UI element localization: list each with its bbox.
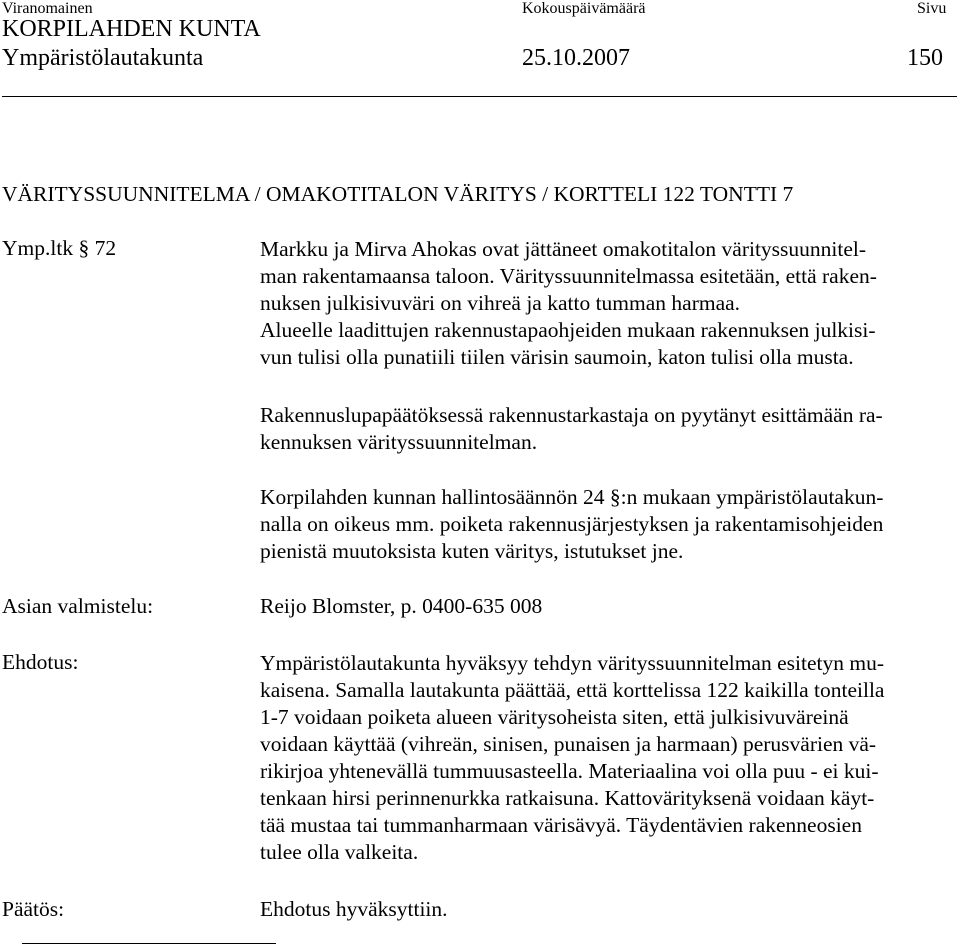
header-date-label: Kokouspäivämäärä	[522, 0, 646, 17]
authority-name: Ympäristölautakunta	[2, 45, 204, 71]
proposal-line: tenkaan hirsi perinnenurkka ratkaisuna. Kattovärityksenä voidaan käyt-	[260, 786, 875, 810]
document-title: VÄRITYSSUUNNITELMA / OMAKOTITALON VÄRITYS / KORTTELI 122 TONTTI 7	[2, 182, 794, 206]
preparation-label: Asian valmistelu:	[2, 594, 154, 618]
paragraph-background	[260, 236, 960, 371]
proposal-line: Ympäristölautakunta hyväksyy tehdyn värityssuunnitelman esitetyn mu-	[260, 651, 884, 675]
paragraph-line: Rakennuslupapäätöksessä rakennustarkastaja on pyytänyt esittämään ra-	[260, 403, 883, 427]
header-divider	[2, 96, 957, 97]
section-reference	[2, 236, 116, 261]
section-ref-label: Ymp.ltk	[2, 236, 74, 260]
proposal-label: Ehdotus:	[2, 650, 79, 674]
paragraph-line: Alueelle laadittujen rakennustapaohjeiden mukaan rakennuksen julkisi-	[260, 318, 876, 342]
preparation-value: Reijo Blomster, p. 0400-635 008	[260, 594, 543, 618]
proposal-line: tulee olla valkeita.	[260, 840, 419, 864]
page-number: 150	[907, 45, 943, 71]
paragraph-line: Markku ja Mirva Ahokas ovat jättäneet omakotitalon värityssuunnitel-	[260, 237, 867, 261]
paragraph-line: nuksen julkisivuväri on vihreä ja katto tumman harmaa.	[260, 291, 741, 315]
decision-label: Päätös:	[2, 897, 65, 921]
proposal-line: kaisena. Samalla lautakunta päättää, että korttelissa 122 kaikilla tonteilla	[260, 678, 885, 702]
proposal-text	[260, 650, 960, 866]
footer-divider	[22, 943, 276, 944]
paragraph-line: man rakentamaansa taloon. Värityssuunnitelmassa esitetään, että raken-	[260, 264, 877, 288]
paragraph-building-permit	[260, 402, 960, 456]
paragraph-line: kennuksen värityssuunnitelman.	[260, 430, 538, 454]
section-number: 72	[94, 236, 117, 260]
paragraph-administrative-rule	[260, 484, 960, 565]
paragraph-line: vun tulisi olla punatiili tiilen värisin saumoin, katon tulisi olla musta.	[260, 345, 854, 369]
decision-value: Ehdotus hyväksyttiin.	[260, 897, 448, 921]
paragraph-line: Korpilahden kunnan hallintosäännön 24 §:n mukaan ympäristölautakun-	[260, 485, 884, 509]
proposal-line: rikirjoa yhtenevällä tummuusasteella. Materiaalina voi olla puu - ei kui-	[260, 759, 879, 783]
meeting-date: 25.10.2007	[522, 45, 630, 71]
header-authority-label: Viranomainen	[2, 0, 93, 17]
proposal-line: voidaan käyttää (vihreän, sinisen, punaisen ja harmaan) perusvärien vä-	[260, 732, 877, 756]
municipality-name: KORPILAHDEN KUNTA	[2, 16, 261, 42]
proposal-line: 1-7 voidaan poiketa alueen väritysoheista siten, että julkisivuväreinä	[260, 705, 849, 729]
paragraph-line: pienistä muutoksista kuten väritys, istutukset jne.	[260, 539, 684, 563]
header-page-label: Sivu	[917, 0, 947, 17]
proposal-line: tää mustaa tai tummanharmaan värisävyä. Täydentävien rakenneosien	[260, 813, 862, 837]
paragraph-line: nalla on oikeus mm. poiketa rakennusjärjestyksen ja rakentamisohjeiden	[260, 512, 884, 536]
section-sign: §	[78, 236, 90, 260]
